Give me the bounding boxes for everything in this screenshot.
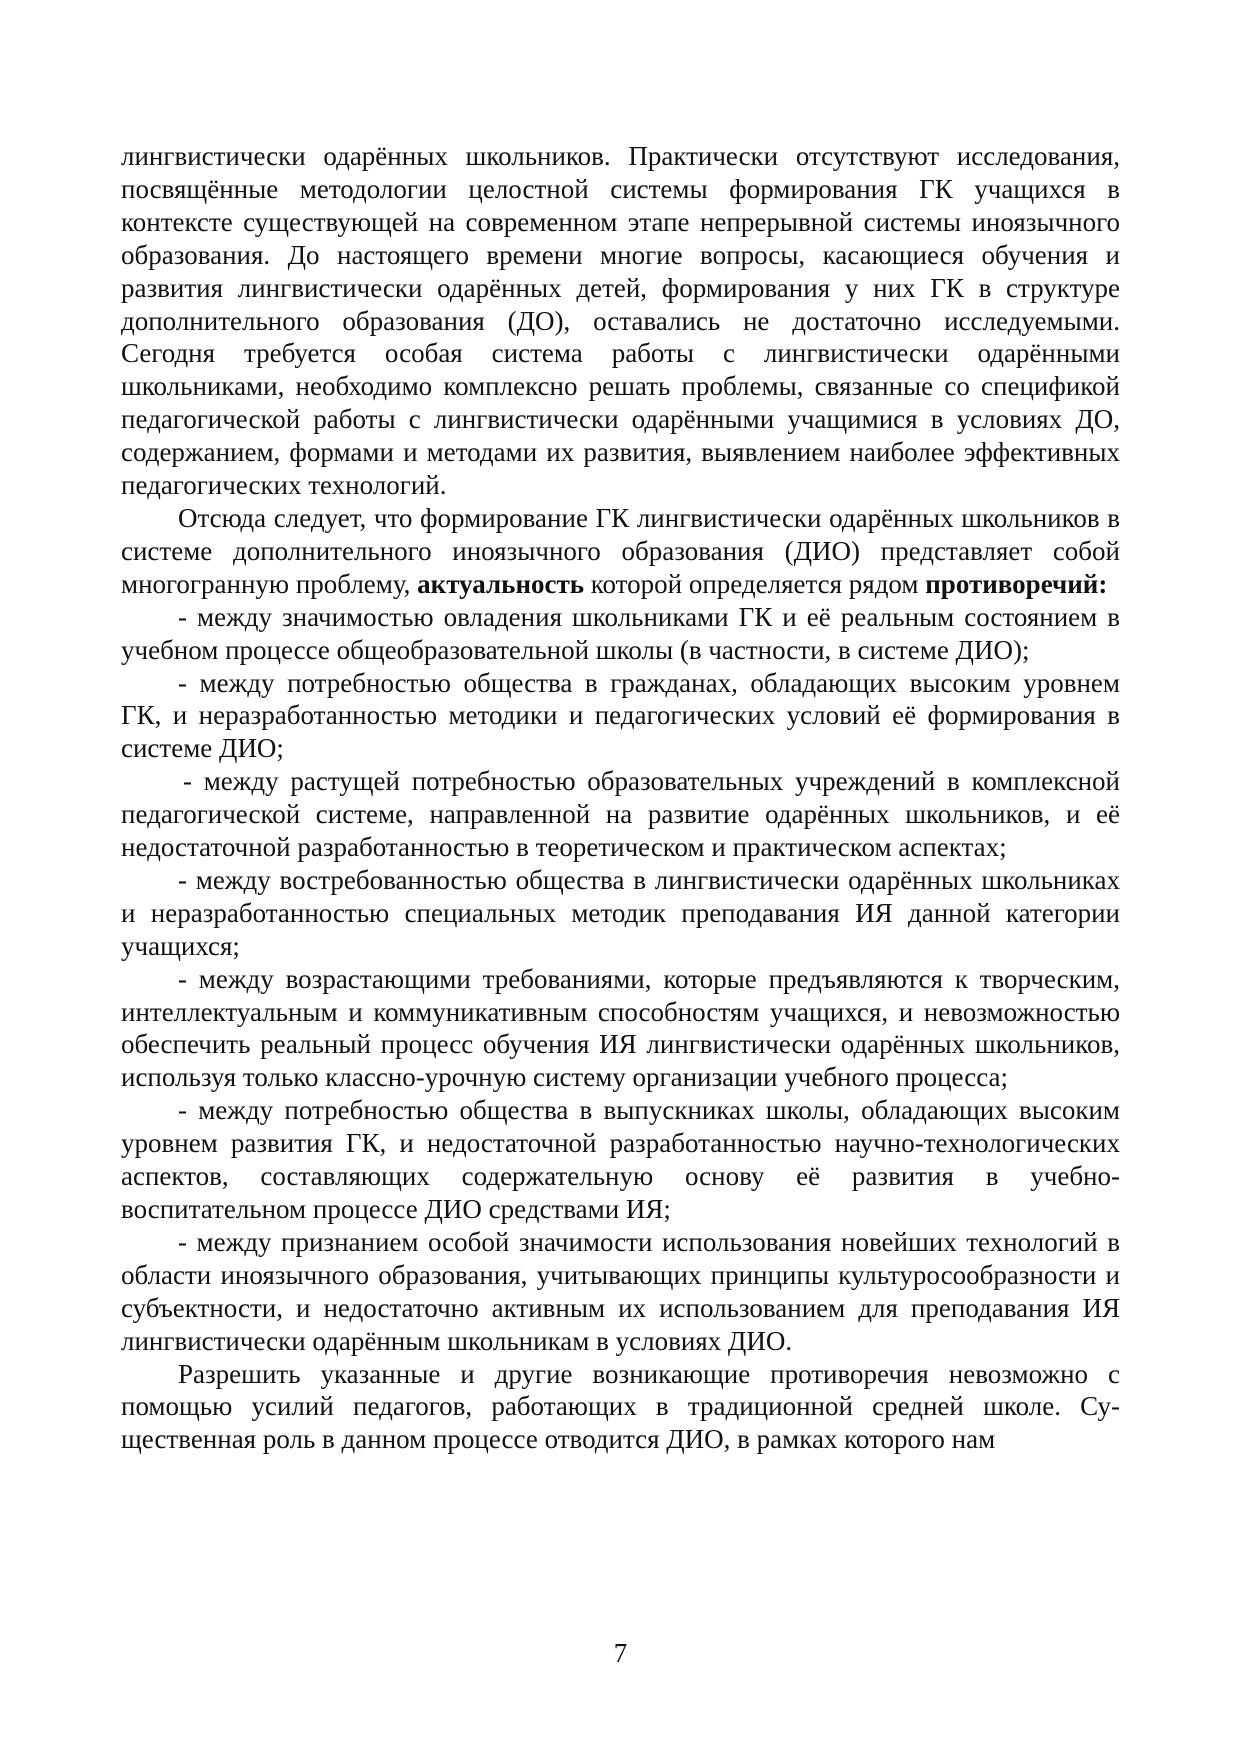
document-body — [121, 140, 1120, 1456]
relevance-keyword: актуальность — [417, 568, 585, 599]
contradiction-item: - между возрастающими требованиями, которые предъявляются к творческим, интеллектуальным и коммуникативным способностям учащихся, и невозможностью обеспечить реальный процесс обучения ИЯ лингвистически одарённых школьников, используя только классно-урочную систему организации учебного процесса; — [121, 963, 1120, 1093]
contradiction-item: - между значимостью овладения школьниками ГК и её реальным состоянием в учебном процессе общеобразовательной школы (в частности, в системе ДИО); — [121, 601, 1120, 665]
paragraph-intro: лингвистически одарённых школьников. Практически отсутствуют исследования, посвящённые методологии целостной системы формирования ГК учащихся в контексте существующей на современном этапе непрерывной системы иноязычного образования. До настоящего времени многие вопросы, касающиеся обучения и развития лингвистически одарённых детей, формирования у них ГК в структуре дополнительного образования (ДО), оставались не достаточно исследуемыми. Сегодня требуется особая система работы с лингвистически одарёнными школьниками, необходимо комплексно решать проблемы, связанные со спецификой педагогической работы с лингвистически одарёнными учащимися в условиях ДО, содержанием, формами и методами их развития, выявлением наиболее эффективных педагогических технологий. — [121, 141, 1120, 501]
paragraph-relevance — [121, 502, 1120, 601]
contradiction-item: - между потребностью общества в гражданах, обладающих высоким уровнем ГК, и неразработанностью методики и педагогических условий её формирования в системе ДИО; — [121, 667, 1120, 764]
relevance-text-start: Отсюда следует, что формирование ГК лингвистически одарённых школьников в системе дополнительного иноязычного образования (ДИО) представляет собой многогранную проблему, — [121, 502, 1120, 599]
contradiction-item: - между потребностью общества в выпускниках школы, обладающих высоким уровнем развития ГК, и недостаточной разработанностью научно-технологических аспектов, составляющих содержательную основу её развития в учебно-воспитательном процессе ДИО средствами ИЯ; — [121, 1095, 1120, 1224]
contradiction-item: - между растущей потребностью образовательных учреждений в комплексной педагогической системе, направленной на развитие одарённых школьников, и её недостаточной разработанностью в теоретическом и практическом аспектах; — [121, 766, 1120, 863]
contradictions-keyword: противоречий: — [925, 568, 1108, 599]
relevance-text-middle: которой определяется рядом — [584, 568, 926, 599]
page-number: 7 — [613, 1638, 628, 1668]
paragraph-conclusion: Разрешить указанные и другие возникающие противоречия невозможно с помощью усилий педагогов, работающих в традиционной средней школе. Существенная роль в данном процессе отводится ДИО, в рамках которого нам — [121, 1358, 1120, 1455]
contradiction-item: - между востребованностью общества в лингвистически одарённых школьниках и неразработанностью специальных методик преподавания ИЯ данной категории учащихся; — [121, 864, 1120, 961]
contradiction-item: - между признанием особой значимости использования новейших технологий в области иноязычного образования, учитывающих принципы культуросообразности и субъектности, и недостаточно активным их использованием для преподавания ИЯ лингвистически одарённым школьникам в условиях ДИО. — [121, 1226, 1120, 1356]
